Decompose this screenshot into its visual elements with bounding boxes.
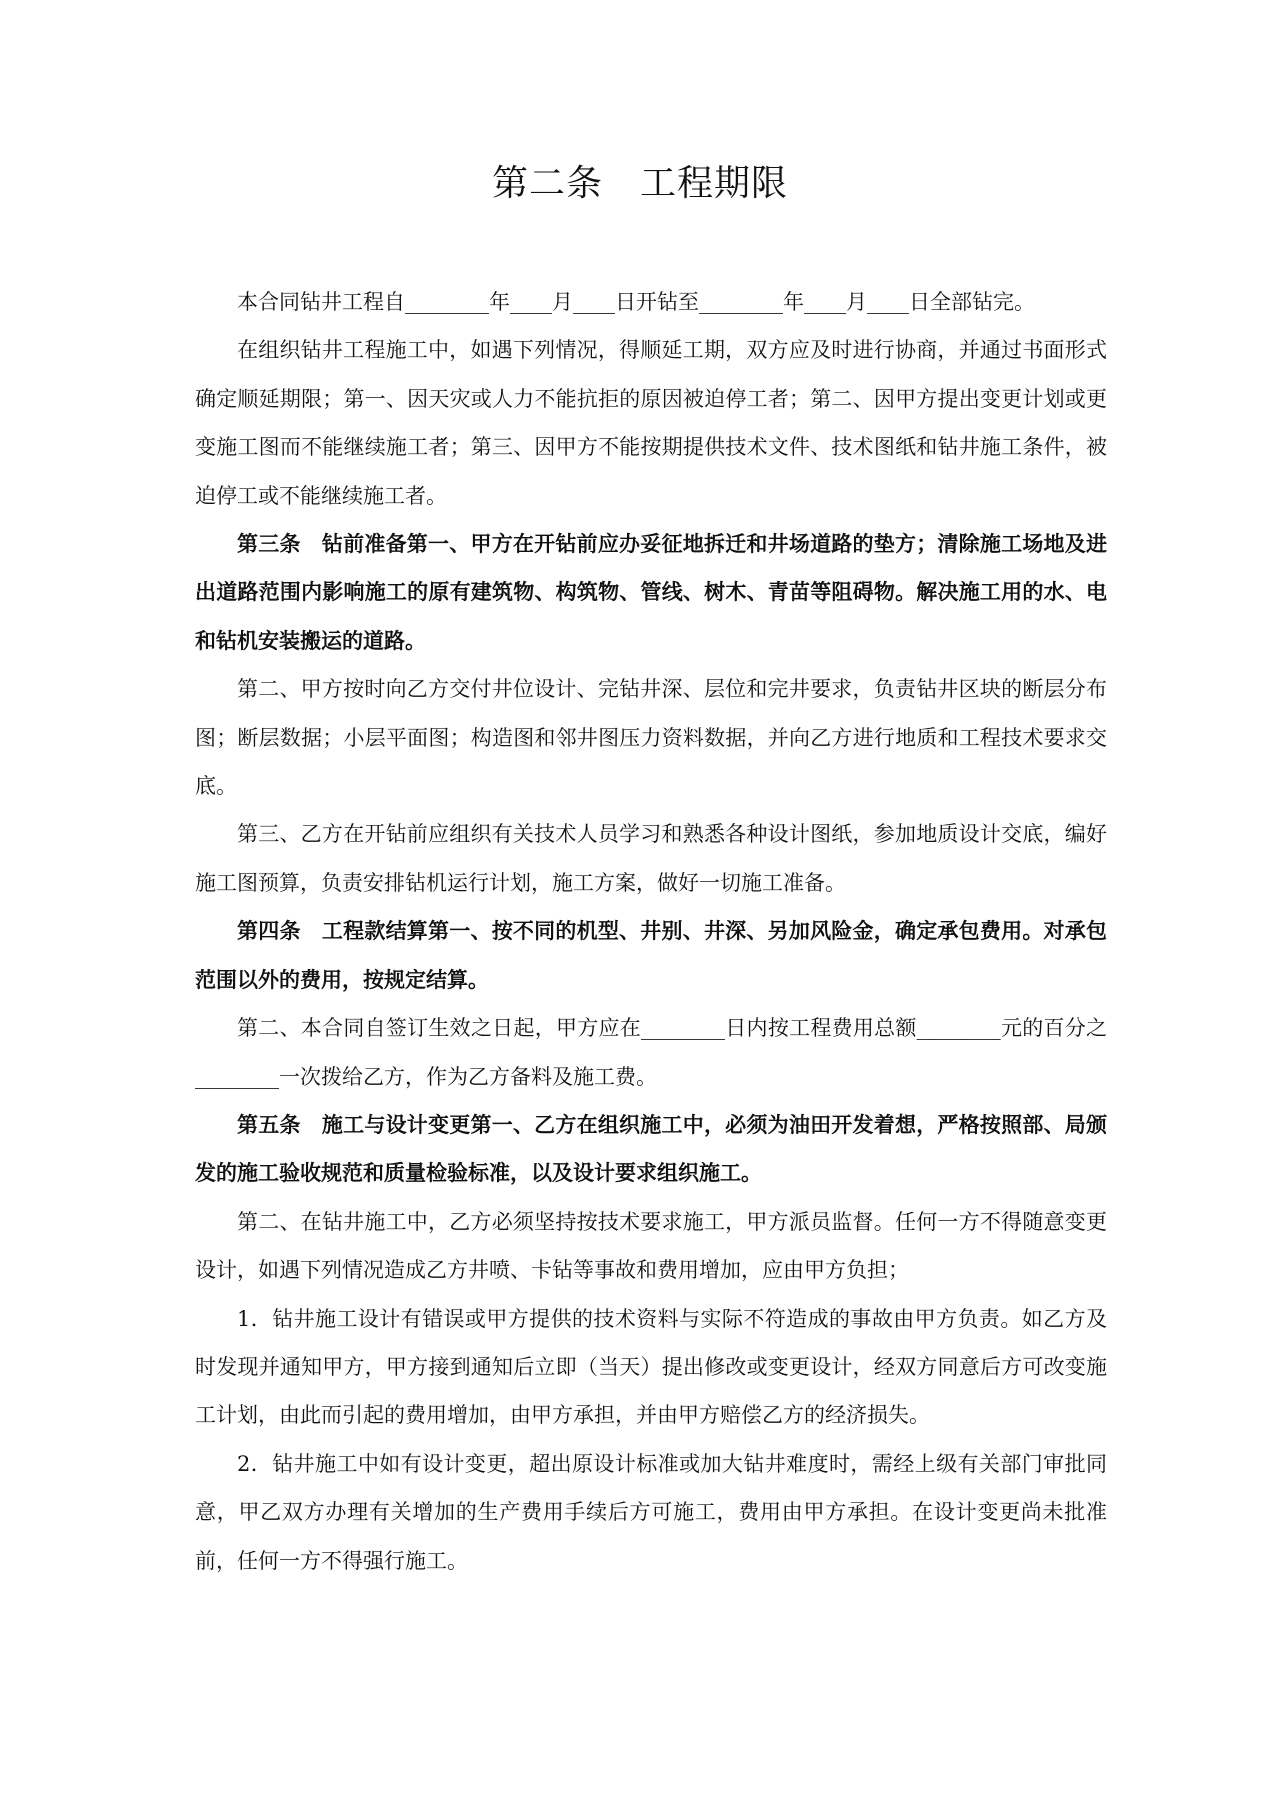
paragraph-article-5-design-change: 第五条 施工与设计变更第一、乙方在组织施工中，必须为油田开发着想，严格按照部、局颁发的施工验收规范和质量检验标准，以及设计要求组织施工。	[195, 1111, 1107, 1186]
paragraph-item-1-design-error: 1．钻井施工设计有错误或甲方提供的技术资料与实际不符造成的事故由甲方负责。如乙方及时发现并通知甲方，甲方接到通知后立即（当天）提出修改或变更设计，经双方同意后方可改变施工计划，由此而引起的费用增加，由甲方承担，并由甲方赔偿乙方的经济损失。	[195, 1306, 1107, 1428]
section-title: 第二条 工程期限	[491, 163, 788, 204]
paragraph-technical-delivery: 第二、甲方按时向乙方交付井位设计、完钻井深、层位和完井要求，负责钻井区块的断层分布图；断层数据；小层平面图；构造图和邻井图压力资料数据，并向乙方进行地质和工程技术要求交底。	[195, 677, 1107, 799]
paragraph-article-3-preparation: 第三条 钻前准备第一、甲方在开钻前应办妥征地拆迁和井场道路的垫方；清除施工场地及进出道路范围内影响施工的原有建筑物、构筑物、管线、树木、青苗等阻碍物。解决施工用的水、电和钻机安装搬运的道路。	[195, 531, 1107, 653]
paragraph-item-2-design-change: 2．钻井施工中如有设计变更，超出原设计标准或加大钻井难度时，需经上级有关部门审批同意，甲乙双方办理有关增加的生产费用手续后方可施工，费用由甲方承担。在设计变更尚未批准前，任何一方不得强行施工。	[195, 1451, 1107, 1573]
paragraph-advance-payment: 第二、本合同自签订生效之日起，甲方应在________日内按工程费用总额________元的百分之________一次拨给乙方，作为乙方备料及施工费。	[195, 1016, 1107, 1089]
paragraph-drilling-schedule: 本合同钻井工程自________年____月____日开钻至________年____月____日全部钻完。	[237, 290, 1035, 314]
contract-body	[195, 278, 1107, 1585]
paragraph-supervision: 第二、在钻井施工中，乙方必须坚持按技术要求施工，甲方派员监督。任何一方不得随意变更设计，如遇下列情况造成乙方井喷、卡钻等事故和费用增加，应由甲方负担；	[195, 1209, 1107, 1283]
paragraph-extension-conditions: 在组织钻井工程施工中，如遇下列情况，得顺延工期，双方应及时进行协商，并通过书面形式确定顺延期限；第一、因天灾或人力不能抗拒的原因被迫停工者；第二、因甲方提出变更计划或更变施工图而不能继续施工者；第三、因甲方不能按期提供技术文件、技术图纸和钻井施工条件，被迫停工或不能继续施工者。	[195, 338, 1107, 508]
paragraph-contractor-preparation: 第三、乙方在开钻前应组织有关技术人员学习和熟悉各种设计图纸，参加地质设计交底，编好施工图预算，负责安排钻机运行计划，施工方案，做好一切施工准备。	[195, 822, 1107, 895]
paragraph-article-4-payment: 第四条 工程款结算第一、按不同的机型、井别、井深、另加风险金，确定承包费用。对承包范围以外的费用，按规定结算。	[195, 918, 1107, 992]
